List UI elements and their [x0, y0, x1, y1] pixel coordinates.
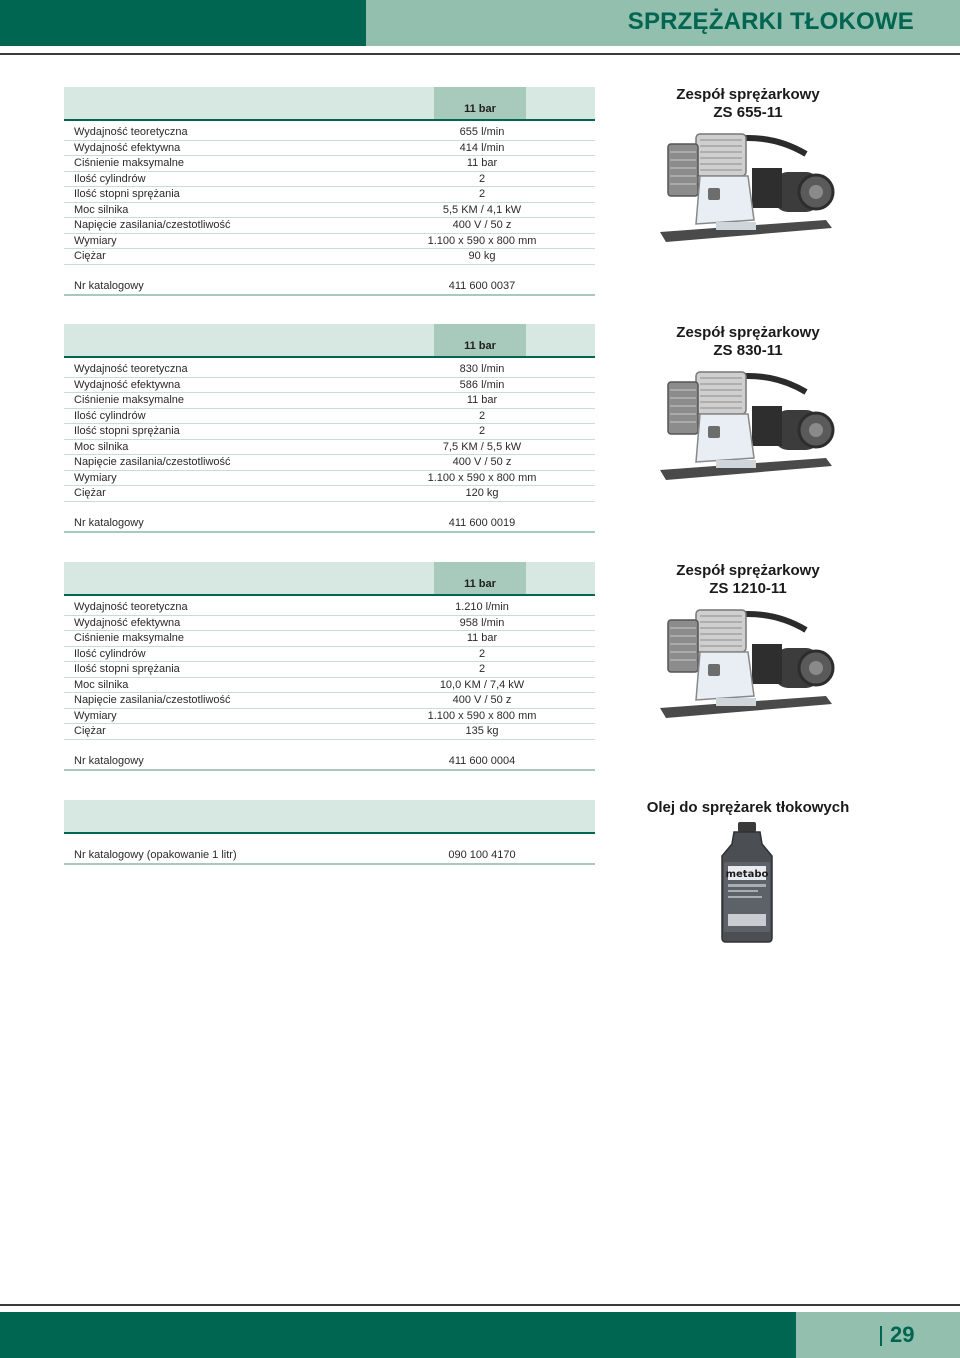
- table-row: [64, 187, 595, 203]
- spec-label: Napięcie zasilania/czestotliwość: [74, 456, 231, 468]
- spec-value: 1.100 x 590 x 800 mm: [427, 234, 537, 247]
- spec-label: Napięcie zasilania/czestotliwość: [74, 219, 231, 231]
- spec-value: 830 l/min: [459, 363, 505, 375]
- spec-table-zs-1210-11: [64, 562, 595, 771]
- table-row: [64, 362, 595, 378]
- spec-label: Ilość cylindrów: [74, 647, 146, 660]
- spec-value: 655 l/min: [459, 126, 505, 138]
- catalog-label: Nr katalogowy: [74, 279, 144, 292]
- spec-value: 400 V / 50 z: [452, 219, 512, 231]
- header-bar-dark: [0, 0, 366, 46]
- product-title-zs-655-11: [600, 86, 896, 122]
- oil-table: [64, 800, 595, 865]
- table-row: [64, 440, 595, 456]
- spec-label: Ilość stopni sprężania: [74, 188, 180, 200]
- column-header-label: 11 bar: [464, 340, 496, 352]
- spec-value: 11 bar: [466, 394, 498, 406]
- spec-label: Wymiary: [74, 709, 117, 722]
- spec-value: 2: [478, 188, 486, 200]
- spec-value: 120 kg: [465, 487, 499, 499]
- table-row: [64, 172, 595, 188]
- spec-label: Wydajność efektywna: [74, 141, 181, 154]
- catalog-number: 411 600 0004: [448, 754, 516, 767]
- table-row: [64, 631, 595, 647]
- table-header: [64, 324, 595, 356]
- table-row: [64, 218, 595, 234]
- spec-value: 1.100 x 590 x 800 mm: [427, 471, 537, 484]
- footer-divider: [0, 1304, 960, 1306]
- spec-label: Wydajność teoretyczna: [74, 363, 188, 375]
- spec-value: 2: [478, 663, 486, 675]
- spec-value: 10,0 KM / 7,4 kW: [439, 678, 525, 691]
- compressor-image: [656, 124, 836, 254]
- catalog-row: [64, 848, 595, 865]
- spec-value: 400 V / 50 z: [452, 456, 512, 468]
- table-header-rule: [64, 356, 595, 358]
- table-row: [64, 471, 595, 487]
- spec-label: Wydajność teoretyczna: [74, 601, 188, 613]
- product-model: ZS 1210-11: [709, 580, 787, 597]
- catalog-label: Nr katalogowy (opakowanie 1 litr): [74, 849, 237, 861]
- spec-label: Wymiary: [74, 234, 117, 247]
- spec-value: 2: [478, 425, 486, 437]
- page-title: SPRZĘŻARKI TŁOKOWE: [627, 8, 914, 35]
- spec-label: Wymiary: [74, 471, 117, 484]
- table-row: [64, 409, 595, 425]
- table-header-rule: [64, 119, 595, 121]
- spec-label: Moc silnika: [74, 203, 129, 216]
- product-title-zs-1210-11: [600, 562, 896, 598]
- table-row: [64, 647, 595, 663]
- catalog-number: 411 600 0037: [448, 279, 516, 292]
- table-row: [64, 234, 595, 250]
- table-row: [64, 378, 595, 394]
- bottle-brand: metabo: [725, 869, 769, 880]
- oil-bottle-image: [716, 822, 778, 944]
- table-row: [64, 125, 595, 141]
- product-title-line1: Zespół sprężarkowy: [676, 562, 820, 579]
- page-number: 29: [890, 1322, 915, 1347]
- product-model: ZS 655-11: [713, 104, 783, 121]
- spec-label: Wydajność efektywna: [74, 616, 181, 629]
- product-title-line1: Zespół sprężarkowy: [676, 86, 820, 103]
- catalog-label: Nr katalogowy: [74, 516, 144, 529]
- catalog-number: 411 600 0019: [448, 516, 516, 529]
- table-row: [64, 486, 595, 502]
- table-row: [64, 616, 595, 632]
- table-row: [64, 203, 595, 219]
- table-header: [64, 87, 595, 119]
- table-row: [64, 709, 595, 725]
- oil-title: Olej do sprężarek tłokowych: [646, 799, 850, 816]
- spec-label: Napięcie zasilania/czestotliwość: [74, 694, 231, 706]
- product-title-zs-830-11: [600, 324, 896, 360]
- table-row: [64, 678, 595, 694]
- spec-value: 2: [478, 172, 486, 185]
- catalog-number: 090 100 4170: [448, 849, 516, 861]
- spec-value: 5,5 KM / 4,1 kW: [442, 203, 522, 216]
- spec-value: 2: [478, 647, 486, 660]
- spec-value: 414 l/min: [459, 141, 505, 154]
- product-model: ZS 830-11: [713, 342, 783, 359]
- spec-label: Moc silnika: [74, 440, 129, 453]
- column-header-label: 11 bar: [464, 103, 496, 115]
- spec-value: 7,5 KM / 5,5 kW: [442, 440, 522, 453]
- table-row: [64, 249, 595, 265]
- table-row: [64, 424, 595, 440]
- spec-value: 90 kg: [468, 250, 496, 262]
- spec-value: 586 l/min: [459, 378, 505, 391]
- spec-label: Ilość cylindrów: [74, 409, 146, 422]
- spec-label: Ilość cylindrów: [74, 172, 146, 185]
- catalog-label: Nr katalogowy: [74, 754, 144, 767]
- spec-label: Ciężar: [74, 487, 106, 499]
- catalog-row: [64, 754, 595, 771]
- spec-value: 958 l/min: [459, 616, 505, 629]
- spec-label: Wydajność teoretyczna: [74, 126, 188, 138]
- spec-label: Moc silnika: [74, 678, 129, 691]
- table-row: [64, 693, 595, 709]
- footer-bar-dark: [0, 1312, 796, 1358]
- spec-label: Ilość stopni sprężania: [74, 663, 180, 675]
- spec-label: Wydajność efektywna: [74, 378, 181, 391]
- spec-value: 1.210 l/min: [455, 601, 509, 613]
- spec-table-zs-655-11: [64, 87, 595, 296]
- catalog-row: [64, 279, 595, 296]
- spec-value: 2: [478, 409, 486, 422]
- spec-label: Ciśnienie maksymalne: [74, 632, 185, 644]
- spec-label: Ciężar: [74, 725, 106, 737]
- table-row: [64, 724, 595, 740]
- page-number-separator: [880, 1326, 882, 1346]
- table-row: [64, 141, 595, 157]
- spec-table-zs-830-11: [64, 324, 595, 533]
- spec-value: 135 kg: [465, 725, 499, 737]
- table-header: [64, 800, 595, 832]
- spec-label: Ciśnienie maksymalne: [74, 394, 185, 406]
- spec-value: 1.100 x 590 x 800 mm: [427, 709, 537, 722]
- table-row: [64, 156, 595, 172]
- table-row: [64, 662, 595, 678]
- table-header-rule: [64, 832, 595, 834]
- spec-label: Ciężar: [74, 250, 106, 262]
- table-row: [64, 600, 595, 616]
- product-title-line1: Zespół sprężarkowy: [676, 324, 820, 341]
- table-header: [64, 562, 595, 594]
- compressor-image: [656, 362, 836, 492]
- spec-value: 11 bar: [466, 157, 498, 169]
- spec-label: Ilość stopni sprężania: [74, 425, 180, 437]
- column-header-label: 11 bar: [464, 578, 496, 590]
- spec-value: 400 V / 50 z: [452, 694, 512, 706]
- table-row: [64, 393, 595, 409]
- footer-bar-light: [796, 1312, 960, 1358]
- spec-label: Ciśnienie maksymalne: [74, 157, 185, 169]
- catalog-row: [64, 516, 595, 533]
- table-row: [64, 455, 595, 471]
- spec-value: 11 bar: [466, 632, 498, 644]
- table-header-rule: [64, 594, 595, 596]
- compressor-image: [656, 600, 836, 730]
- header-divider: [0, 53, 960, 55]
